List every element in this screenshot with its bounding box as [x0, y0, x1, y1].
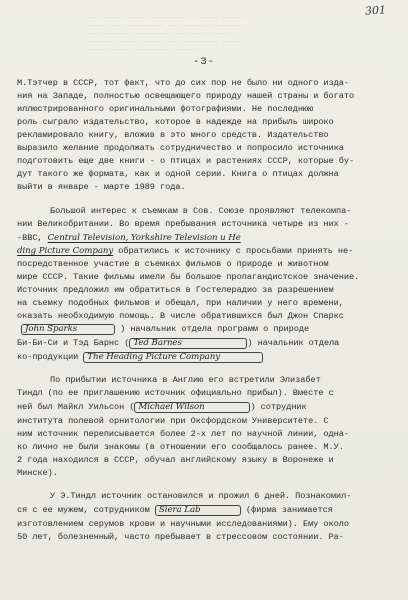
typed-text: Би-Би-Си и Тэд Барнс (	[17, 338, 130, 348]
text-line: По прибытии источника в Англию его встретили Элизабет	[50, 375, 321, 385]
typed-text: ко-продукции	[17, 352, 84, 362]
text-line	[17, 402, 307, 413]
text-line: Тиндл (по ее приглашению источник официально прибыл). Вместе с	[17, 388, 334, 398]
text-line	[17, 505, 333, 516]
text-line: оказать необходимую помощь. В числе обратившихся был Джон Спаркс	[17, 311, 344, 321]
text-line: Большой интерес к съемкам в Сов. Союзе проявляют телекомпа-	[50, 206, 352, 216]
text-line	[17, 233, 241, 243]
text-line: ния на Западе, полностью освещающего природу нашей страны и богато	[17, 91, 355, 101]
text-line: ко лично не были знакомы (в отношении его сообщалось ранее. М.У.	[17, 442, 344, 452]
handwritten-insertion: John Sparks	[21, 324, 115, 335]
text-line: 50 лет, болезненный, часто пребывает в стрессовом состоянии. Ра-	[17, 532, 344, 542]
handwritten-insertion: ding Picture Company	[17, 246, 114, 256]
handwritten-insertion: Siera Lab	[155, 505, 241, 516]
text-line: изготовлением серумов крови и научными исследованиями). Ему около	[17, 519, 349, 529]
typed-text: ней был Майкл Уильсон (	[17, 402, 135, 412]
handwritten-insertion: The Heading Picture Company	[83, 352, 263, 363]
text-line: нии Великобритании. Во время пребывания источника четыре из них -	[17, 219, 349, 229]
text-line: выразило желание продолжать сотрудничество и попросило источника	[17, 143, 344, 153]
text-line: на съемку подобных фильмов и обещал, при наличии у него времени,	[17, 298, 344, 308]
bleed-through-text: ––– –––––– ––––– –––––––– –– ––––– –––––– ––––– –––– ––––––––– ––– –––––– –––––––– –––– ––––––– –––––––– –––– –––– ––––– ––––––– ––––– –––––– ––– ––––––––– ––––– –––––– –––– ––––––––– –––––––	[85, 14, 246, 53]
text-line: У Э.Тиндл источник остановился и прожил 6 дней. Познакомил-	[50, 491, 352, 501]
text-line: посредственное участие в съемках фильмов о природе и животном	[17, 259, 329, 269]
typed-text: ся с ее мужем, сотрудником	[17, 505, 155, 515]
handwritten-insertion: Central Television, Yorkshire Television и He	[47, 233, 241, 243]
text-line: рекламировало книгу, вложив в это много средств. Издательство	[17, 130, 329, 140]
typed-text: ) начальник отдела программ о природе	[120, 324, 310, 334]
archive-folio-number: 301	[364, 3, 387, 18]
text-line	[17, 246, 353, 256]
text-line	[17, 338, 339, 349]
page-number: -3-	[193, 56, 215, 68]
text-line: иллюстрированного оригинальными фотографиями. Не последнюю	[17, 104, 314, 114]
typed-text: (фирма занимается	[240, 505, 333, 515]
text-line: ним источник переписывается более 2-х лет по научной линии, одна-	[17, 429, 349, 439]
handwritten-insertion: Michael Wilson	[134, 402, 250, 413]
handwritten-insertion: Ted Barnes	[129, 338, 247, 349]
typed-text: ) сотрудник	[250, 402, 307, 412]
text-line: подготовить еще две книги - о птицах и растениях СССР, которые бу-	[17, 156, 355, 166]
text-line: дут такого же формата, как и одной серии. Книга о птицах должна	[17, 169, 339, 179]
text-line: М.Тэтчер в СССР, тот факт, что до сих пор не было ни одного изда-	[17, 78, 349, 88]
text-line: Минске).	[17, 468, 58, 478]
text-line: института полевой орнитологии при Оксфордском Университете. С	[17, 416, 329, 426]
text-line	[17, 352, 263, 363]
text-line: Источник предложил им обратиться в Гостелерадио за разрешением	[17, 285, 334, 295]
text-line: 2 года находился в СССР, обучал английскому языку в Воронеже и	[17, 455, 334, 465]
text-line	[17, 324, 309, 335]
text-line: роль сыграло издательство, которое в надежде на прибыль широко	[17, 117, 334, 127]
typed-text: ) начальник отдела	[247, 338, 340, 348]
typed-text: обратились к источнику с просьбами принять не-	[113, 246, 354, 256]
typed-text: -ВВС,	[17, 233, 48, 243]
text-line: мире СССР. Такие фильмы имели бы большое пропагандистское значение.	[17, 272, 360, 282]
text-line: выйти в январе - марте 1989 года.	[17, 182, 186, 192]
